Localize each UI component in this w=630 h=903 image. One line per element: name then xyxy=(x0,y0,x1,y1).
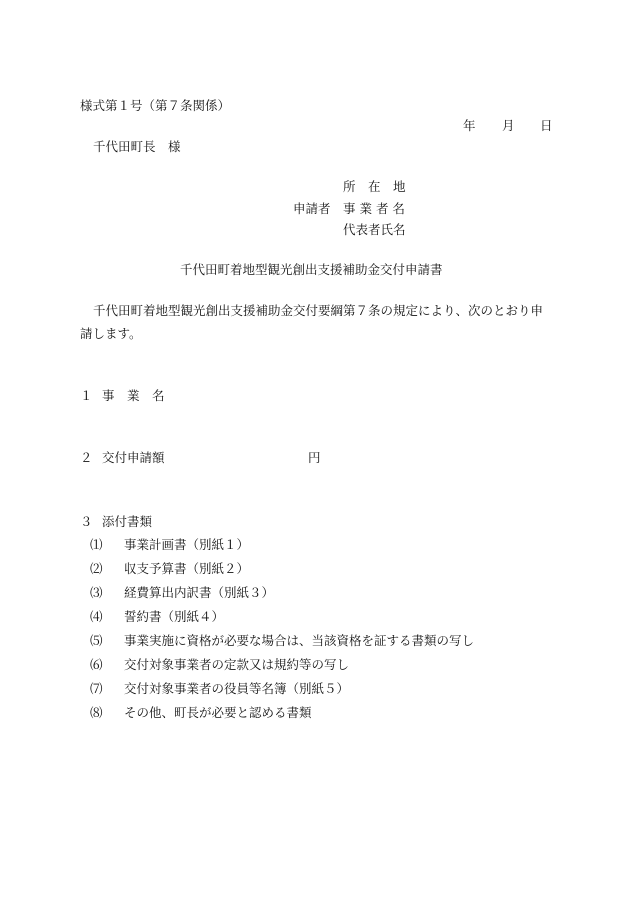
body-line-1: 千代田町着地型観光創出支援補助金交付要綱第７条の規定により、次のとおり申 xyxy=(93,303,544,318)
section-3 xyxy=(80,516,152,529)
list-item-number: ⑻ xyxy=(90,705,103,720)
document-title: 千代田町着地型観光創出支援補助金交付申請書 xyxy=(180,262,443,277)
date-day: 日 xyxy=(540,118,553,133)
list-item xyxy=(90,635,474,648)
list-item-number: ⑹ xyxy=(90,657,103,672)
list-item-number: ⑴ xyxy=(90,537,103,552)
section-2 xyxy=(80,452,165,465)
section-2-unit: 円 xyxy=(308,450,321,465)
applicant-business-name-label: 事 業 者 名 xyxy=(343,201,405,216)
list-item-number: ⑷ xyxy=(90,609,103,624)
applicant-representative-label: 代表者氏名 xyxy=(343,222,406,237)
section-3-number: ３ xyxy=(80,514,93,529)
list-item xyxy=(90,659,349,672)
list-item xyxy=(90,587,274,600)
form-number: 様式第１号（第７条関係） xyxy=(80,98,231,113)
date-month: 月 xyxy=(502,118,515,133)
list-item-number: ⑸ xyxy=(90,633,103,648)
list-item-text: 交付対象事業者の定款又は規約等の写し xyxy=(124,657,350,672)
list-item-text: 事業計画書（別紙１） xyxy=(124,537,250,552)
list-item-text: 事業実施に資格が必要な場合は、当該資格を証する書類の写し xyxy=(124,633,475,648)
list-item xyxy=(90,683,349,696)
list-item-text: 誓約書（別紙４） xyxy=(124,609,225,624)
list-item xyxy=(90,563,249,576)
list-item xyxy=(90,539,249,552)
list-item-number: ⑵ xyxy=(90,561,103,576)
list-item xyxy=(90,707,312,720)
date-year: 年 xyxy=(463,118,476,133)
list-item-number: ⑶ xyxy=(90,585,103,600)
list-item-text: 交付対象事業者の役員等名簿（別紙５） xyxy=(124,681,350,696)
list-item-text: 収支予算書（別紙２） xyxy=(124,561,250,576)
body-line-2: 請します。 xyxy=(80,326,142,341)
section-1 xyxy=(80,390,165,403)
list-item xyxy=(90,611,224,624)
applicant-label: 申請者 xyxy=(293,201,331,216)
section-2-label: 交付申請額 xyxy=(102,450,165,465)
section-1-label: 事 業 名 xyxy=(102,388,165,403)
list-item-number: ⑺ xyxy=(90,681,103,696)
section-3-label: 添付書類 xyxy=(102,514,153,529)
section-2-number: ２ xyxy=(80,450,93,465)
applicant-address-label: 所 在 地 xyxy=(343,179,406,194)
section-1-number: １ xyxy=(80,388,93,403)
list-item-text: その他、町長が必要と認める書類 xyxy=(124,705,312,720)
addressee: 千代田町長 様 xyxy=(93,139,181,154)
list-item-text: 経費算出内訳書（別紙３） xyxy=(124,585,275,600)
